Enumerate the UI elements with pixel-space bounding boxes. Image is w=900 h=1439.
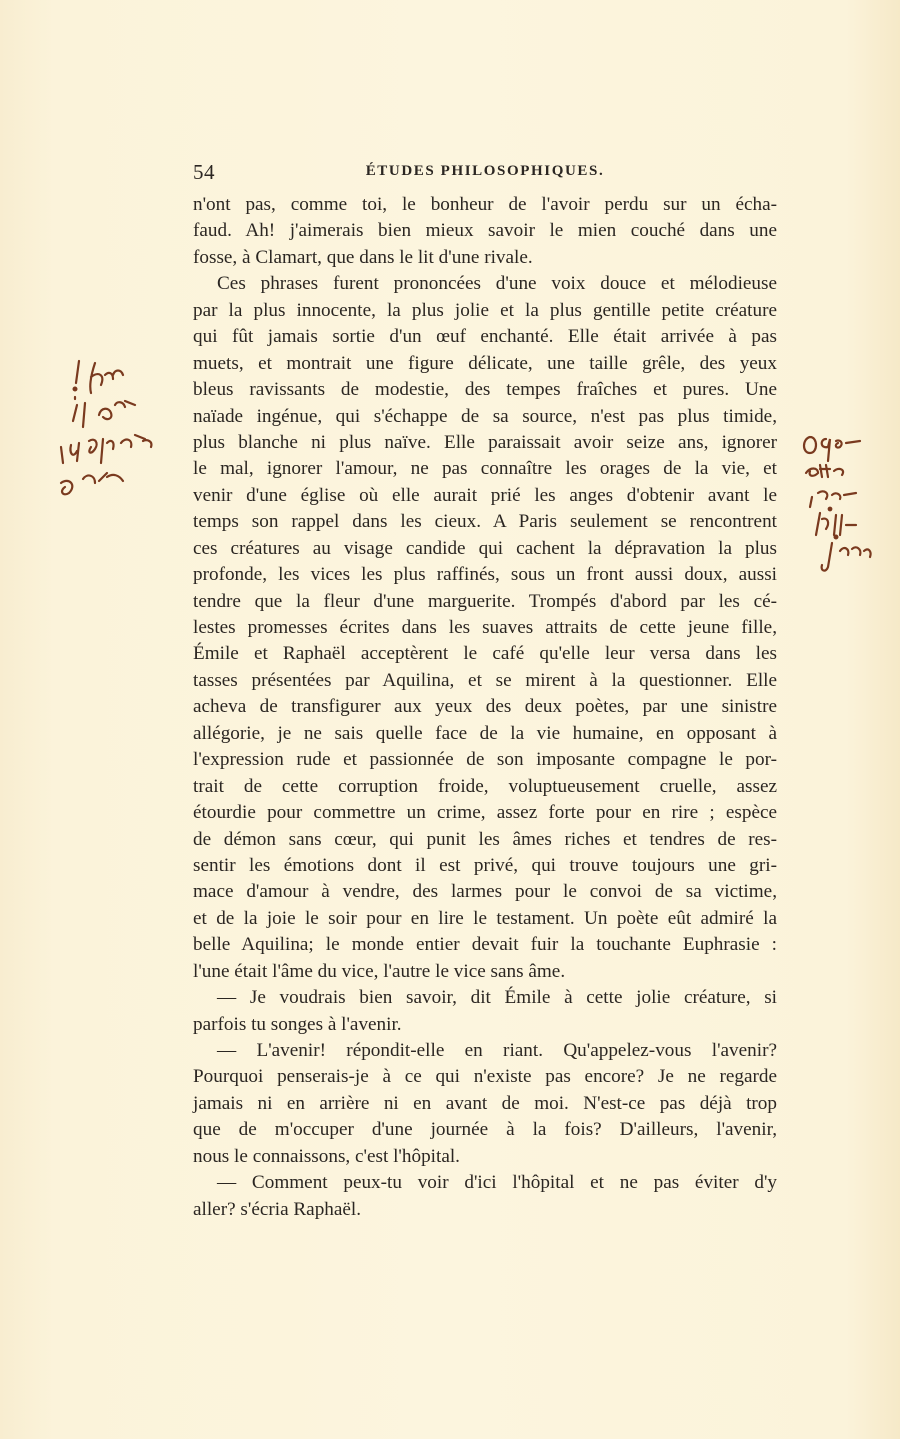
text-line: par la plus innocente, la plus jolie et la plus gentille petite créature	[193, 299, 777, 321]
text-line: le mal, ignorer l'amour, ne pas connaître les orages de la vie, et	[193, 458, 777, 480]
text-line: lestes promesses écrites dans les suaves attraits de cette jeune fille,	[193, 617, 777, 638]
text-line: tendre que la fleur d'une marguerite. Trompés d'abord par les cé-	[193, 590, 777, 612]
left-margin-annotation	[55, 355, 175, 505]
text-line: Ces phrases furent prononcées d'une voix douce et mélodieuse	[217, 273, 777, 295]
text-line: — Je voudrais bien savoir, dit Émile à cette jolie créature, si	[217, 987, 777, 1009]
text-line: qui fût jamais sortie d'un œuf enchanté. Elle était arrivée à pas	[193, 326, 777, 348]
text-line: étourdie pour commettre un crime, assez forte pour en rire ; espèce	[193, 802, 777, 824]
text-line: l'expression rude et passionnée de son imposante compagne le por-	[193, 749, 777, 771]
text-line: n'ont pas, comme toi, le bonheur de l'avoir perdu sur un écha-	[193, 194, 777, 215]
body-text	[193, 192, 777, 1223]
text-line: parfois tu songes à l'avenir.	[193, 1013, 402, 1035]
page-number: 54	[193, 160, 215, 184]
text-line: jamais ni en arrière ni en avant de moi. N'est-ce pas déjà trop	[193, 1092, 777, 1114]
text-line: muets, et montrait une figure délicate, une taille grêle, des yeux	[193, 352, 777, 374]
text-line: ces créatures au visage candide qui cachent la dépravation la plus	[193, 537, 777, 559]
page-header	[193, 160, 777, 188]
text-line: allégorie, je ne sais quelle face de la vie humaine, en opposant à	[193, 722, 777, 744]
text-line: acheva de transfigurer aux yeux des deux poètes, par une sinistre	[193, 696, 777, 718]
text-line: profonde, les vices les plus raffinés, sous un front aussi doux, aussi	[193, 564, 777, 586]
text-line: — Comment peux-tu voir d'ici l'hôpital et ne pas éviter d'y	[217, 1172, 777, 1194]
text-line: sentir les émotions dont il est privé, qui trouve toujours une gri-	[193, 854, 777, 876]
text-line: bleus ravissants de modestie, des tempes fraîches et pures. Une	[193, 379, 777, 401]
text-line: mace d'amour à vendre, des larmes pour le convoi de sa victime,	[193, 881, 777, 903]
text-line: et de la joie le soir pour en lire le testament. Un poète eût admiré la	[193, 907, 777, 929]
handwriting-left-icon	[55, 355, 175, 505]
handwriting-right-icon	[800, 425, 890, 585]
text-line: l'une était l'âme du vice, l'autre le vice sans âme.	[193, 960, 566, 982]
text-line: naïade ingénue, qui s'échappe de sa source, n'est pas plus timide,	[193, 405, 777, 427]
text-line: Pourquoi penserais-je à ce qui n'existe pas encore? Je ne regarde	[193, 1066, 777, 1088]
text-line: nous le connaissons, c'est l'hôpital.	[193, 1145, 460, 1167]
text-line: — L'avenir! répondit-elle en riant. Qu'appelez-vous l'avenir?	[217, 1040, 777, 1061]
text-line: venir d'une église où elle aurait prié les anges d'obtenir avant le	[193, 484, 777, 506]
running-title: ÉTUDES PHILOSOPHIQUES.	[365, 163, 605, 179]
text-line: temps son rappel dans les cieux. A Paris seulement se rencontrent	[193, 511, 777, 533]
text-line: trait de cette corruption froide, voluptueusement cruelle, assez	[193, 775, 777, 797]
right-margin-annotation	[800, 425, 890, 585]
text-line: aller? s'écria Raphaël.	[193, 1198, 362, 1220]
text-line: belle Aquilina; le monde entier devait fuir la touchante Euphrasie :	[193, 934, 777, 956]
text-line: de démon sans cœur, qui punit les âmes riches et tendres de res-	[193, 828, 777, 850]
text-line: plus blanche ni plus naïve. Elle paraissait avoir seize ans, ignorer	[193, 431, 777, 453]
text-line: Émile et Raphaël acceptèrent le café qu'elle leur versa dans les	[193, 643, 777, 665]
text-line: tasses présentées par Aquilina, et se mirent à la questionner. Elle	[193, 669, 777, 691]
text-line: faud. Ah! j'aimerais bien mieux savoir le mien couché dans une	[193, 220, 777, 242]
text-line: fosse, à Clamart, que dans le lit d'une rivale.	[193, 246, 533, 268]
text-line: que de m'occuper d'une journée à la fois? D'ailleurs, l'avenir,	[193, 1119, 777, 1141]
